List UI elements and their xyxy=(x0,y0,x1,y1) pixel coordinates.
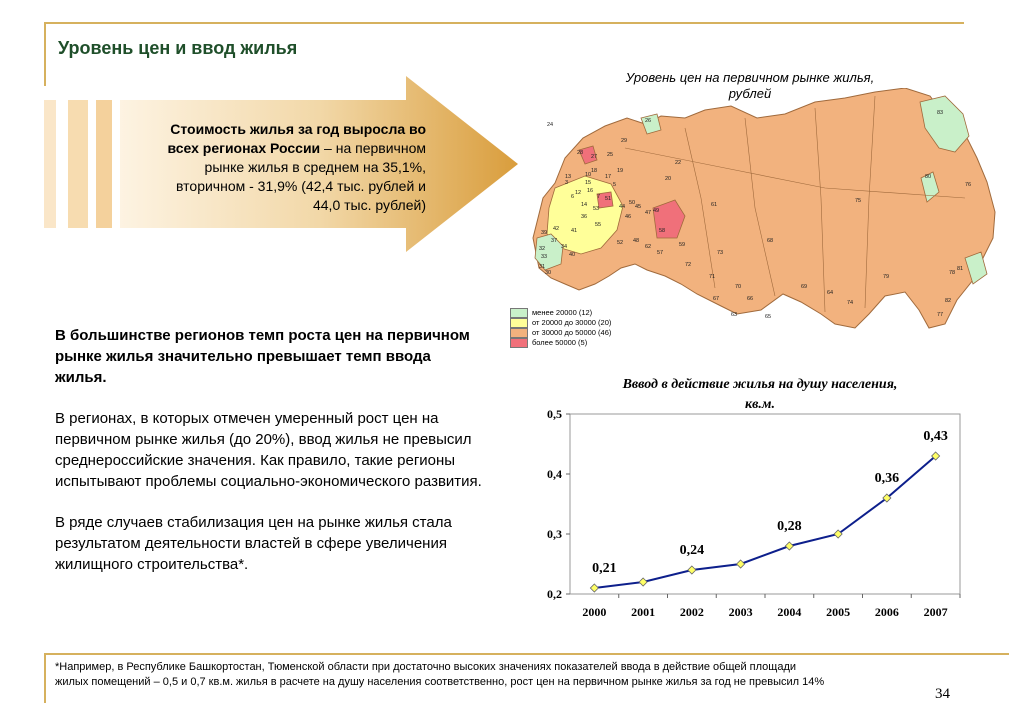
region-label: 44 xyxy=(619,204,626,210)
region-label: 49 xyxy=(653,208,660,214)
body-text xyxy=(55,325,485,595)
bottom-left-rule xyxy=(44,653,46,703)
region-label: 78 xyxy=(949,270,956,276)
legend-swatch xyxy=(510,318,528,328)
region-label: 42 xyxy=(553,226,560,232)
bottom-rule xyxy=(44,653,1009,655)
region-label: 29 xyxy=(621,138,628,144)
region-label: 13 xyxy=(565,174,572,180)
region-label: 48 xyxy=(633,238,640,244)
legend-label: более 50000 (5) xyxy=(532,338,588,347)
data-label: 0,21 xyxy=(592,561,617,576)
region-label: 51 xyxy=(605,196,612,202)
region-label: 22 xyxy=(675,160,682,166)
legend-swatch xyxy=(510,308,528,318)
region-label: 14 xyxy=(581,202,588,208)
region-label: 37 xyxy=(551,238,558,244)
callout-bold-line-1: Стоимость жилья за год выросла во xyxy=(170,121,426,137)
legend-swatch xyxy=(510,328,528,338)
region-label: 82 xyxy=(945,298,952,304)
region-label: 59 xyxy=(679,242,686,248)
body-paragraph-3: В ряде случаев стабилизация цен на рынке жилья стала результатом деятельности властей в сфере увеличения жилищного строительства*. xyxy=(55,514,452,573)
callout-bold-line-2: всех регионах России xyxy=(167,140,321,156)
region-label: 7 xyxy=(597,194,601,200)
region-label: 83 xyxy=(937,110,944,116)
callout-line-5: 44,0 тыс. рублей) xyxy=(312,197,426,213)
region-label: 74 xyxy=(847,300,854,306)
x-tick-label: 2003 xyxy=(728,605,753,619)
y-tick-label: 0,4 xyxy=(547,467,562,481)
region-label: 68 xyxy=(767,238,774,244)
region-label: 5 xyxy=(613,182,617,188)
region-label: 66 xyxy=(747,296,754,302)
legend-swatch xyxy=(510,338,528,348)
region-label: 55 xyxy=(595,222,602,228)
region-label: 36 xyxy=(581,214,588,220)
body-paragraph-2: В регионах, в которых отмечен умеренный рост цен на первичном рынке жилья (до 20%), ввод жилья не превысил среднероссийские значения. Как правило, такие регионы испытывают проблемы социально-экономического развития. xyxy=(55,410,482,490)
region-label: 77 xyxy=(937,312,944,318)
footnote xyxy=(55,660,955,690)
callout-text xyxy=(120,120,426,215)
region-label: 40 xyxy=(569,252,576,258)
x-tick-label: 2007 xyxy=(923,605,948,619)
region-label: 20 xyxy=(665,176,672,182)
region-label: 3 xyxy=(565,180,569,186)
region-label: 45 xyxy=(635,204,642,210)
region-label: 16 xyxy=(587,188,594,194)
region-label: 27 xyxy=(591,154,598,160)
legend-item xyxy=(510,318,611,328)
data-label: 0,24 xyxy=(679,543,705,558)
region-label: 75 xyxy=(855,198,862,204)
russia-price-map xyxy=(525,88,1005,334)
region-label: 33 xyxy=(541,254,548,260)
chart-title-line-2: кв.м. xyxy=(745,397,775,412)
region-label: 41 xyxy=(571,228,578,234)
region-label: 6 xyxy=(571,194,575,200)
region-label: 70 xyxy=(735,284,742,290)
region-label: 15 xyxy=(585,180,592,186)
region-label: 12 xyxy=(575,190,582,196)
region-label: 61 xyxy=(711,202,718,208)
region-label: 64 xyxy=(827,290,834,296)
region-label: 34 xyxy=(561,244,568,250)
region-label: 67 xyxy=(713,296,720,302)
region-label: 72 xyxy=(685,262,692,268)
legend-label: от 30000 до 50000 (46) xyxy=(532,328,612,337)
region-label: 76 xyxy=(965,182,972,188)
x-tick-label: 2000 xyxy=(582,605,607,619)
data-label: 0,43 xyxy=(923,429,948,444)
legend-item xyxy=(510,328,611,338)
region-label: 17 xyxy=(605,174,612,180)
region-label: 81 xyxy=(957,266,964,272)
region-label: 28 xyxy=(577,150,584,156)
housing-line-chart xyxy=(520,400,980,635)
region-label: 47 xyxy=(645,210,652,216)
map-title-line-2: рублей xyxy=(728,86,772,101)
body-paragraph-1: В большинстве регионов темп роста цен на первичном рынке жилья значительно превышает темп ввода жилья. xyxy=(55,327,470,386)
region-label: 25 xyxy=(607,152,614,158)
x-tick-label: 2005 xyxy=(826,605,851,619)
y-tick-label: 0,5 xyxy=(547,407,562,421)
region-label: 53 xyxy=(593,206,600,212)
region-label: 65 xyxy=(765,314,772,320)
callout-line-4: вторичном - 31,9% (42,4 тыс. рублей и xyxy=(176,178,426,194)
data-label: 0,36 xyxy=(874,471,900,486)
callout-line-3: рынке жилья в среднем на 35,1%, xyxy=(204,159,426,175)
region-label: 50 xyxy=(629,200,636,206)
chart-title-line-1: Вввод в действие жилья на душу населения, xyxy=(622,377,898,392)
y-tick-label: 0,3 xyxy=(547,527,562,541)
region-label: 19 xyxy=(617,168,624,174)
region-label: 79 xyxy=(883,274,890,280)
region-label: 46 xyxy=(625,214,632,220)
region-label: 71 xyxy=(709,274,716,280)
region-label: 69 xyxy=(801,284,808,290)
region-label: 39 xyxy=(541,230,548,236)
footnote-line-1: Например, в Республике Башкортостан, Тюменской области при достаточно высоких значениях показателей ввода в действие общей площади xyxy=(59,661,797,673)
region-label: 24 xyxy=(547,122,554,128)
region-label: 62 xyxy=(645,244,652,250)
region-label: 32 xyxy=(539,246,546,252)
legend-label: от 20000 до 30000 (20) xyxy=(532,318,612,327)
x-tick-label: 2001 xyxy=(631,605,656,619)
region-label: 18 xyxy=(591,168,598,174)
callout-rest-first: – на первичном xyxy=(320,140,426,156)
map-legend xyxy=(510,308,611,348)
region-label: 10 xyxy=(585,172,592,178)
region-label: 26 xyxy=(645,118,652,124)
x-tick-label: 2004 xyxy=(777,605,802,619)
region-label: 80 xyxy=(925,174,932,180)
region-label: 73 xyxy=(717,250,724,256)
region-label: 30 xyxy=(545,270,552,276)
region-label: 63 xyxy=(731,312,738,318)
legend-item xyxy=(510,308,611,318)
footnote-star: * xyxy=(55,661,60,673)
region-label: 57 xyxy=(657,250,664,256)
region-label: 31 xyxy=(539,264,546,270)
map-title-line-1: Уровень цен на первичном рынке жилья, xyxy=(625,70,875,85)
top-rule xyxy=(44,22,964,24)
page-number: 34 xyxy=(935,686,950,702)
region-label: 52 xyxy=(617,240,624,246)
y-tick-label: 0,2 xyxy=(547,587,562,601)
legend-item xyxy=(510,338,611,348)
x-tick-label: 2006 xyxy=(874,605,899,619)
slide-title: Уровень цен и ввод жилья xyxy=(58,38,298,58)
x-tick-label: 2002 xyxy=(679,605,704,619)
legend-label: менее 20000 (12) xyxy=(532,308,593,317)
footnote-line-2: жилых помещений – 0,5 и 0,7 кв.м. жилья в расчете на душу населения соответственно, рост цен на первичном рынке жилья за год не превысил 14% xyxy=(55,676,825,688)
data-label: 0,28 xyxy=(777,519,802,534)
region-label: 58 xyxy=(659,228,666,234)
